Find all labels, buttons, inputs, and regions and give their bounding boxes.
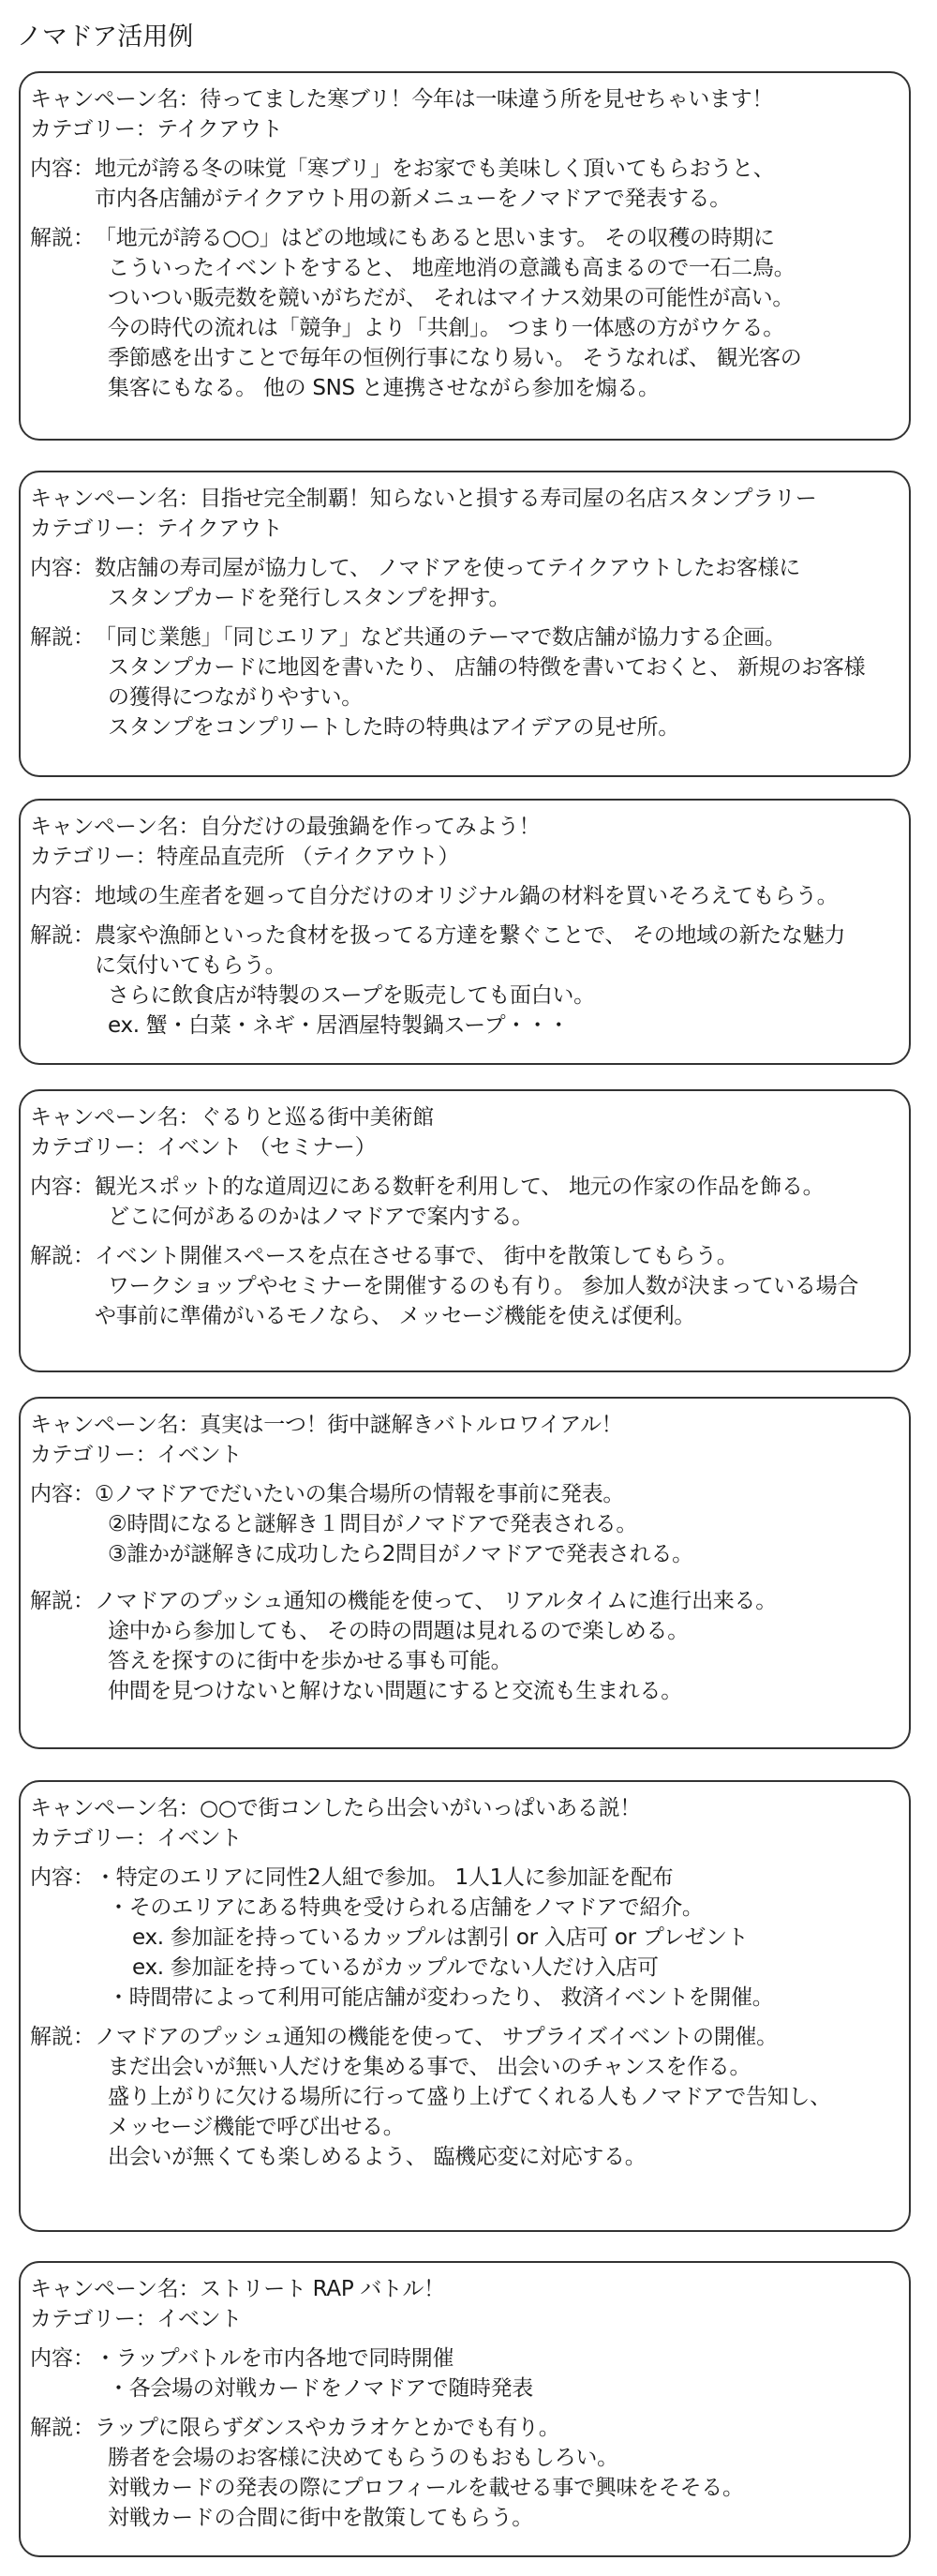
content-line: ・各会場の対戦カードをノマドアで随時発表 xyxy=(108,2376,534,2401)
explanation-line: ex. 蟹・白菜・ネギ・居酒屋特製鍋スープ・・・ xyxy=(108,1013,570,1038)
content-section xyxy=(30,1172,894,1232)
explanation-label: 解説： xyxy=(30,2025,95,2049)
explanation-section xyxy=(30,2413,894,2533)
campaign-category: カテゴリー：イベント xyxy=(30,1826,243,1850)
content-label: 内容： xyxy=(30,1482,95,1506)
content-line: 市内各店舗がテイクアウト用の新メニューをノマドアで発表する。 xyxy=(95,187,731,211)
content-line: 観光スポット的な道周辺にある数軒を利用して、 地元の作家の作品を飾る。 xyxy=(95,1175,825,1199)
campaign-category: カテゴリー：イベント xyxy=(30,1443,243,1467)
explanation-section xyxy=(30,622,894,742)
explanation-line: まだ出会いが無い人だけを集める事で、 出会いのチャンスを作る。 xyxy=(108,2055,751,2079)
explanation-line: イベント開催スペースを点在させる事で、 街中を散策してもらう。 xyxy=(95,1244,738,1268)
content-line: ・時間帯によって利用可能店舗が変わったり、 救済イベントを開催。 xyxy=(108,1985,774,2010)
content-section xyxy=(30,2344,894,2404)
explanation-line: の獲得につながりやすい。 xyxy=(108,685,363,710)
campaign-category: カテゴリー：特産品直売所 （テイクアウト） xyxy=(30,845,460,869)
explanation-section xyxy=(30,1241,894,1331)
explanation-line: メッセージ機能で呼び出せる。 xyxy=(108,2115,405,2139)
content-label: 内容： xyxy=(30,157,95,181)
campaign-name: キャンペーン名：○○で街コンしたら出会いがいっぱいある説！ xyxy=(30,1796,641,1820)
explanation-line: ノマドアのプッシュ通知の機能を使って、 サプライズイベントの開催。 xyxy=(95,2025,778,2049)
explanation-line: 対戦カードの合間に街中を散策してもらう。 xyxy=(108,2506,534,2530)
campaign-card xyxy=(19,71,911,441)
content-line: 地元が誇る冬の味覚「寒ブリ」をお家でも美味しく頂いてもらおうと、 xyxy=(95,157,775,181)
explanation-label: 解説： xyxy=(30,1244,95,1268)
campaign-card xyxy=(19,1089,911,1372)
explanation-line: さらに飲食店が特製のスープを販売しても面白い。 xyxy=(108,983,595,1008)
content-line: スタンプカードを発行しスタンプを押す。 xyxy=(108,586,511,610)
explanation-line: 仲間を見つけないと解けない問題にすると交流も生まれる。 xyxy=(108,1679,682,1703)
explanation-line: 農家や漁師といった食材を扱ってる方達を繋ぐことで、 その地域の新たな魅力 xyxy=(95,923,846,948)
content-label: 内容： xyxy=(30,556,95,580)
campaign-card xyxy=(19,799,911,1065)
explanation-line: に気付いてもらう。 xyxy=(95,953,287,978)
campaign-name: キャンペーン名：自分だけの最強鍋を作ってみよう！ xyxy=(30,815,541,839)
explanation-line: 今の時代の流れは「競争」より「共創」。 つまり一体感の方がウケる。 xyxy=(108,316,784,340)
content-section xyxy=(30,1479,894,1569)
page-title: ノマドア活用例 xyxy=(17,22,194,52)
explanation-label: 解説： xyxy=(30,226,95,250)
explanation-line: スタンプをコンプリートした時の特典はアイデアの見せ所。 xyxy=(108,715,679,740)
explanation-line: 出会いが無くても楽しめるよう、 臨機応変に対応する。 xyxy=(108,2145,647,2169)
campaign-name: キャンペーン名：待ってました寒ブリ！今年は一味違う所を見せちゃいます！ xyxy=(30,87,774,112)
campaign-card xyxy=(19,471,911,777)
explanation-line: スタンプカードに地図を書いたり、 店舗の特徴を書いておくと、 新規のお客様 xyxy=(108,655,866,680)
campaign-category: カテゴリー：テイクアウト xyxy=(30,517,283,541)
explanation-line: 勝者を会場のお客様に決めてもらうのもおもしろい。 xyxy=(108,2446,618,2470)
campaign-name: キャンペーン名：真実は一つ！街中謎解きバトルロワイアル！ xyxy=(30,1413,623,1437)
explanation-line: 「同じ業態」「同じエリア」など共通のテーマで数店舗が協力する企画。 xyxy=(95,625,786,650)
content-line: ③誰かが謎解きに成功したら2問目がノマドアで発表される。 xyxy=(108,1542,693,1566)
content-line: ①ノマドアでだいたいの集合場所の情報を事前に発表。 xyxy=(95,1482,625,1506)
campaign-name: キャンペーン名：ストリート RAP バトル！ xyxy=(30,2277,445,2301)
campaign-name: キャンペーン名：ぐるりと巡る街中美術館 xyxy=(30,1105,434,1130)
campaign-card xyxy=(19,1780,911,2232)
explanation-line: ラップに限らずダンスやカラオケとかでも有り。 xyxy=(95,2416,560,2440)
content-line: ex. 参加証を持っているがカップルでない人だけ入店可 xyxy=(132,1955,659,1980)
explanation-line: ついつい販売数を競いがちだが、 それはマイナス効果の可能性が高い。 xyxy=(108,286,795,310)
explanation-line: 答えを探すのに街中を歩かせる事も可能。 xyxy=(108,1649,513,1673)
content-line: ・そのエリアにある特典を受けられる店舗をノマドアで紹介。 xyxy=(108,1895,704,1920)
content-label: 内容： xyxy=(30,1865,95,1890)
explanation-line: 季節感を出すことで毎年の恒例行事になり易い。 そうなれば、 観光客の xyxy=(108,346,802,370)
campaign-category: カテゴリー：イベント xyxy=(30,2307,243,2331)
explanation-line: 集客にもなる。 他の SNS と連携させながら参加を煽る。 xyxy=(108,376,660,400)
content-section xyxy=(30,1863,894,2013)
explanation-label: 解説： xyxy=(30,2416,95,2440)
explanation-line: 対戦カードの発表の際にプロフィールを載せる事で興味をそそる。 xyxy=(108,2476,744,2500)
campaign-category: カテゴリー：テイクアウト xyxy=(30,117,283,142)
content-section xyxy=(30,553,894,613)
content-line: ex. 参加証を持っているカップルは割引 or 入店可 or プレゼント xyxy=(132,1925,749,1950)
explanation-section xyxy=(30,1586,894,1706)
explanation-section xyxy=(30,921,894,1041)
content-line: どこに何があるのかはノマドアで案内する。 xyxy=(108,1205,534,1229)
explanation-line: 「地元が誇る○○」はどの地域にもあると思います。 その収穫の時期に xyxy=(95,226,775,250)
content-section xyxy=(30,154,894,214)
campaign-card xyxy=(19,1397,911,1749)
explanation-label: 解説： xyxy=(30,923,95,948)
content-label: 内容： xyxy=(30,1175,95,1199)
content-line: ②時間になると謎解き１問目がノマドアで発表される。 xyxy=(108,1512,638,1536)
content-line: ・特定のエリアに同性2人組で参加。 1人1人に参加証を配布 xyxy=(95,1865,674,1890)
explanation-line: 盛り上がりに欠ける場所に行って盛り上げてくれる人もノマドアで告知し、 xyxy=(108,2085,831,2109)
content-section xyxy=(30,881,894,911)
explanation-line: ワークショップやセミナーを開催するのも有り。 参加人数が決まっている場合 xyxy=(108,1274,859,1298)
campaign-name: キャンペーン名：目指せ完全制覇！知らないと損する寿司屋の名店スタンプラリー xyxy=(30,487,817,511)
explanation-line: こういったイベントをすると、 地産地消の意識も高まるので一石二鳥。 xyxy=(108,256,796,280)
content-label: 内容： xyxy=(30,884,95,908)
explanation-line: や事前に準備がいるモノなら、 メッセージ機能を使えば便利。 xyxy=(95,1304,696,1328)
explanation-label: 解説： xyxy=(30,625,95,650)
campaign-category: カテゴリー：イベント （セミナー） xyxy=(30,1135,377,1160)
content-line: ・ラップバトルを市内各地で同時開催 xyxy=(95,2346,454,2371)
explanation-line: ノマドアのプッシュ通知の機能を使って、 リアルタイムに進行出来る。 xyxy=(95,1589,777,1613)
content-label: 内容： xyxy=(30,2346,95,2371)
explanation-section xyxy=(30,2022,894,2172)
campaign-card xyxy=(19,2261,911,2557)
explanation-label: 解説： xyxy=(30,1589,95,1613)
content-line: 地域の生産者を廻って自分だけのオリジナル鍋の材料を買いそろえてもらう。 xyxy=(95,884,839,908)
content-line: 数店舗の寿司屋が協力して、 ノマドアを使ってテイクアウトしたお客様に xyxy=(95,556,800,580)
explanation-line: 途中から参加しても、 その時の問題は見れるので楽しめる。 xyxy=(108,1619,689,1643)
explanation-section xyxy=(30,223,894,403)
